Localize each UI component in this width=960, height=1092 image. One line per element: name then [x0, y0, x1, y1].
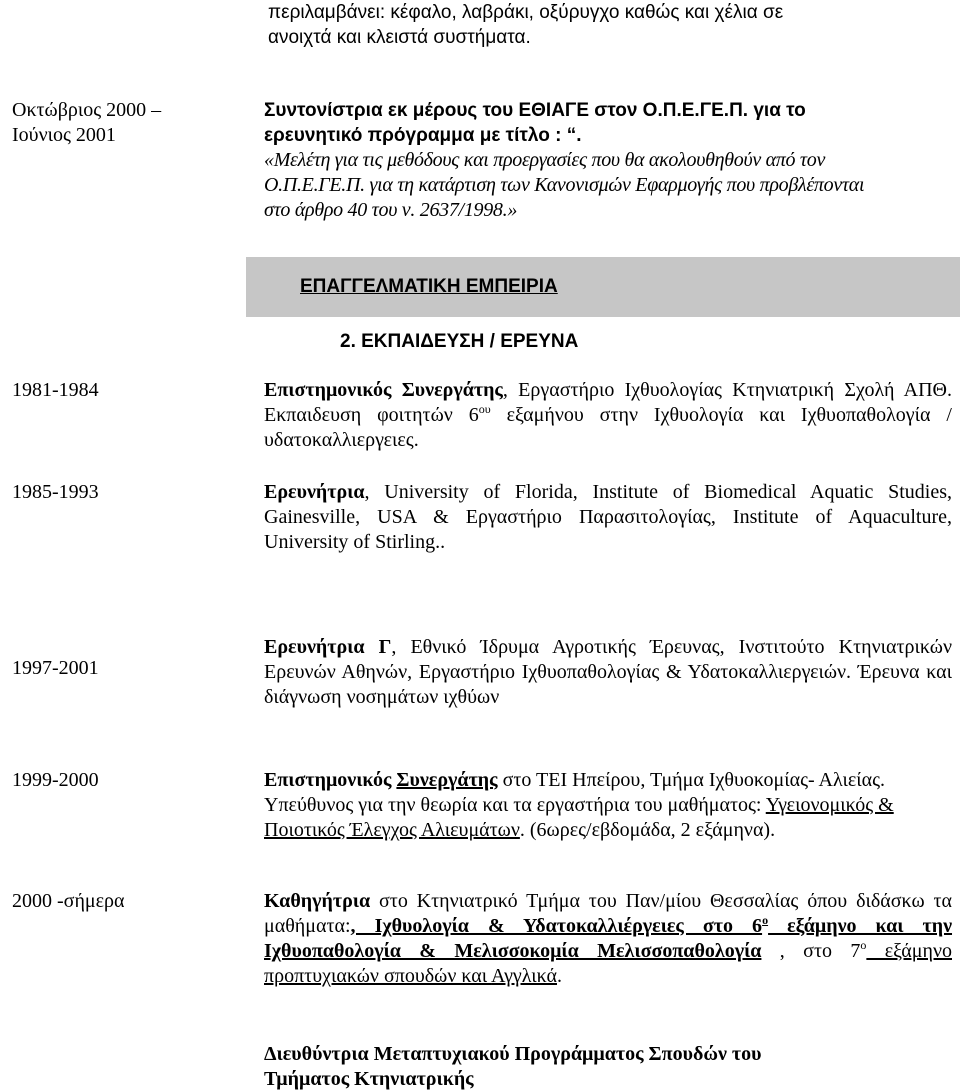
- entry-5-text5: .: [557, 965, 562, 987]
- entry-1-role: Επιστημονικός Συνεργάτης: [264, 379, 503, 401]
- subheading: 2. ΕΚΠΑΙΔΕΥΣΗ / ΕΡΕΥΝΑ: [340, 331, 579, 352]
- entry-5-role: Καθηγήτρια: [264, 890, 371, 912]
- section-heading: ΕΠΑΓΓΕΛΜΑΤΙΚΗ ΕΜΠΕΙΡΙΑ: [300, 276, 558, 297]
- entry-5-courses-2: εξάμηνο και την Ιχθυοπαθολογία & Μελισσοκομία Μελισσοπαθολογία: [264, 915, 953, 962]
- section-heading-bar: [246, 257, 960, 317]
- entry-5: [264, 889, 952, 989]
- director-line-2: Τμήματος Κτηνιατρικής: [264, 1068, 474, 1090]
- coord-date-line-1: Οκτώβριος 2000 –: [12, 99, 162, 121]
- coord-italic-line-1: «Μελέτη για τις μεθόδους και προεργασίες που θα ακολουθηθούν από τον: [264, 149, 826, 171]
- director-line-1: Διευθύντρια Μεταπτυχιακού Προγράμματος Σπουδών του: [264, 1043, 762, 1065]
- entry-5-text: στο Κτηνιατρικό Τμήμα του Παν/μίου Θεσσαλίας όπου διδάσκω τα μαθήματα:: [264, 890, 952, 937]
- entry-3: [264, 635, 952, 710]
- entry-5-text2: , στο 7: [761, 940, 861, 962]
- entry-1-sup: ου: [478, 402, 491, 416]
- entry-5-sup-1: ο: [762, 913, 769, 927]
- entry-2-role: Ερευνήτρια: [264, 481, 365, 503]
- entry-4-date: 1999-2000: [12, 769, 99, 791]
- entry-4-role: Επιστημονικός: [264, 769, 397, 791]
- intro-line-1: περιλαμβάνει: κέφαλο, λαβράκι, οξύρυγχο καθώς και χέλια σε: [268, 2, 784, 23]
- entry-4-text: στο ΤΕΙ Ηπείρου, Τμήμα Ιχθυοκομίας- Αλιείας. Υπεύθυνος για την θεωρία και τα εργαστήρια του μαθήματος:: [264, 769, 885, 816]
- entry-5-text4: Αγγλικά: [491, 965, 557, 987]
- entry-4: [264, 768, 952, 843]
- director-block: [264, 1042, 952, 1092]
- entry-5-text3: εξάμηνο προπτυχιακών σπουδών και: [264, 940, 952, 987]
- entry-2-text: , University of Florida, Institute of Biomedical Aquatic Studies, Gainesville, USA & Εργαστήριο Παρασιτολογίας, Institute of Aquaculture, University of Stirling..: [264, 481, 952, 553]
- entry-5-courses: , Ιχθυολογία & Υδατοκαλλιέργειες στο 6: [350, 915, 763, 937]
- entry-1-text: , Εργαστήριο Ιχθυολογίας Κτηνιατρική Σχολή ΑΠΘ. Εκπαιδευση φοιτητών 6: [264, 379, 952, 426]
- entry-3-role: Ερευνήτρια Γ: [264, 636, 392, 658]
- entry-4-role-underlined: Συνεργάτης: [396, 769, 498, 791]
- entry-5-sup-2: ο: [860, 938, 867, 952]
- coord-italic-line-3: στο άρθρο 40 του ν. 2637/1998.»: [264, 199, 518, 221]
- entry-5-date: 2000 -σήμερα: [12, 890, 125, 912]
- intro-line-2: ανοιχτά και κλειστά συστήματα.: [268, 27, 531, 48]
- entry-4-course: Υγειονομικός & Ποιοτικός Έλεγχος Αλιευμάτων: [264, 794, 894, 841]
- entry-2: [264, 480, 952, 555]
- coord-title-line-1: Συντονίστρια εκ μέρους του ΕΘΙΑΓΕ στον Ο.Π.Ε.ΓΕ.Π. για το: [264, 100, 806, 121]
- entry-3-text: , Εθνικό Ίδρυμα Αγροτικής Έρευνας, Ινστιτούτο Κτηνιατρικών Ερευνών Αθηνών, Εργαστήριο Ιχθυοπαθολογίας & Υδατοκαλλιεργειών. Έρευνα και διάγνωση νοσημάτων ιχθύων: [264, 636, 952, 708]
- entry-1-text2: εξαμήνου στην Ιχθυολογία και Ιχθυοπαθολογία / υδατοκαλλιεργειες.: [264, 404, 952, 451]
- intro-continuation: [268, 0, 783, 50]
- coord-entry: [264, 98, 952, 223]
- coord-date-line-2: Ιούνιος 2001: [12, 124, 116, 146]
- entry-1: [264, 378, 952, 453]
- entry-2-date: 1985-1993: [12, 481, 99, 503]
- coord-italic-line-2: Ο.Π.Ε.ΓΕ.Π. για τη κατάρτιση των Κανονισμών Εφαρμογής που προβλέπονται: [264, 174, 865, 196]
- coord-date: [12, 98, 242, 148]
- coord-title-line-2: ερευνητικό πρόγραμμα με τίτλο : “.: [264, 125, 582, 146]
- entry-1-date: 1981-1984: [12, 379, 99, 401]
- entry-3-date: 1997-2001: [12, 657, 99, 679]
- entry-4-text2: . (6ωρες/εβδομάδα, 2 εξάμηνα).: [519, 819, 776, 841]
